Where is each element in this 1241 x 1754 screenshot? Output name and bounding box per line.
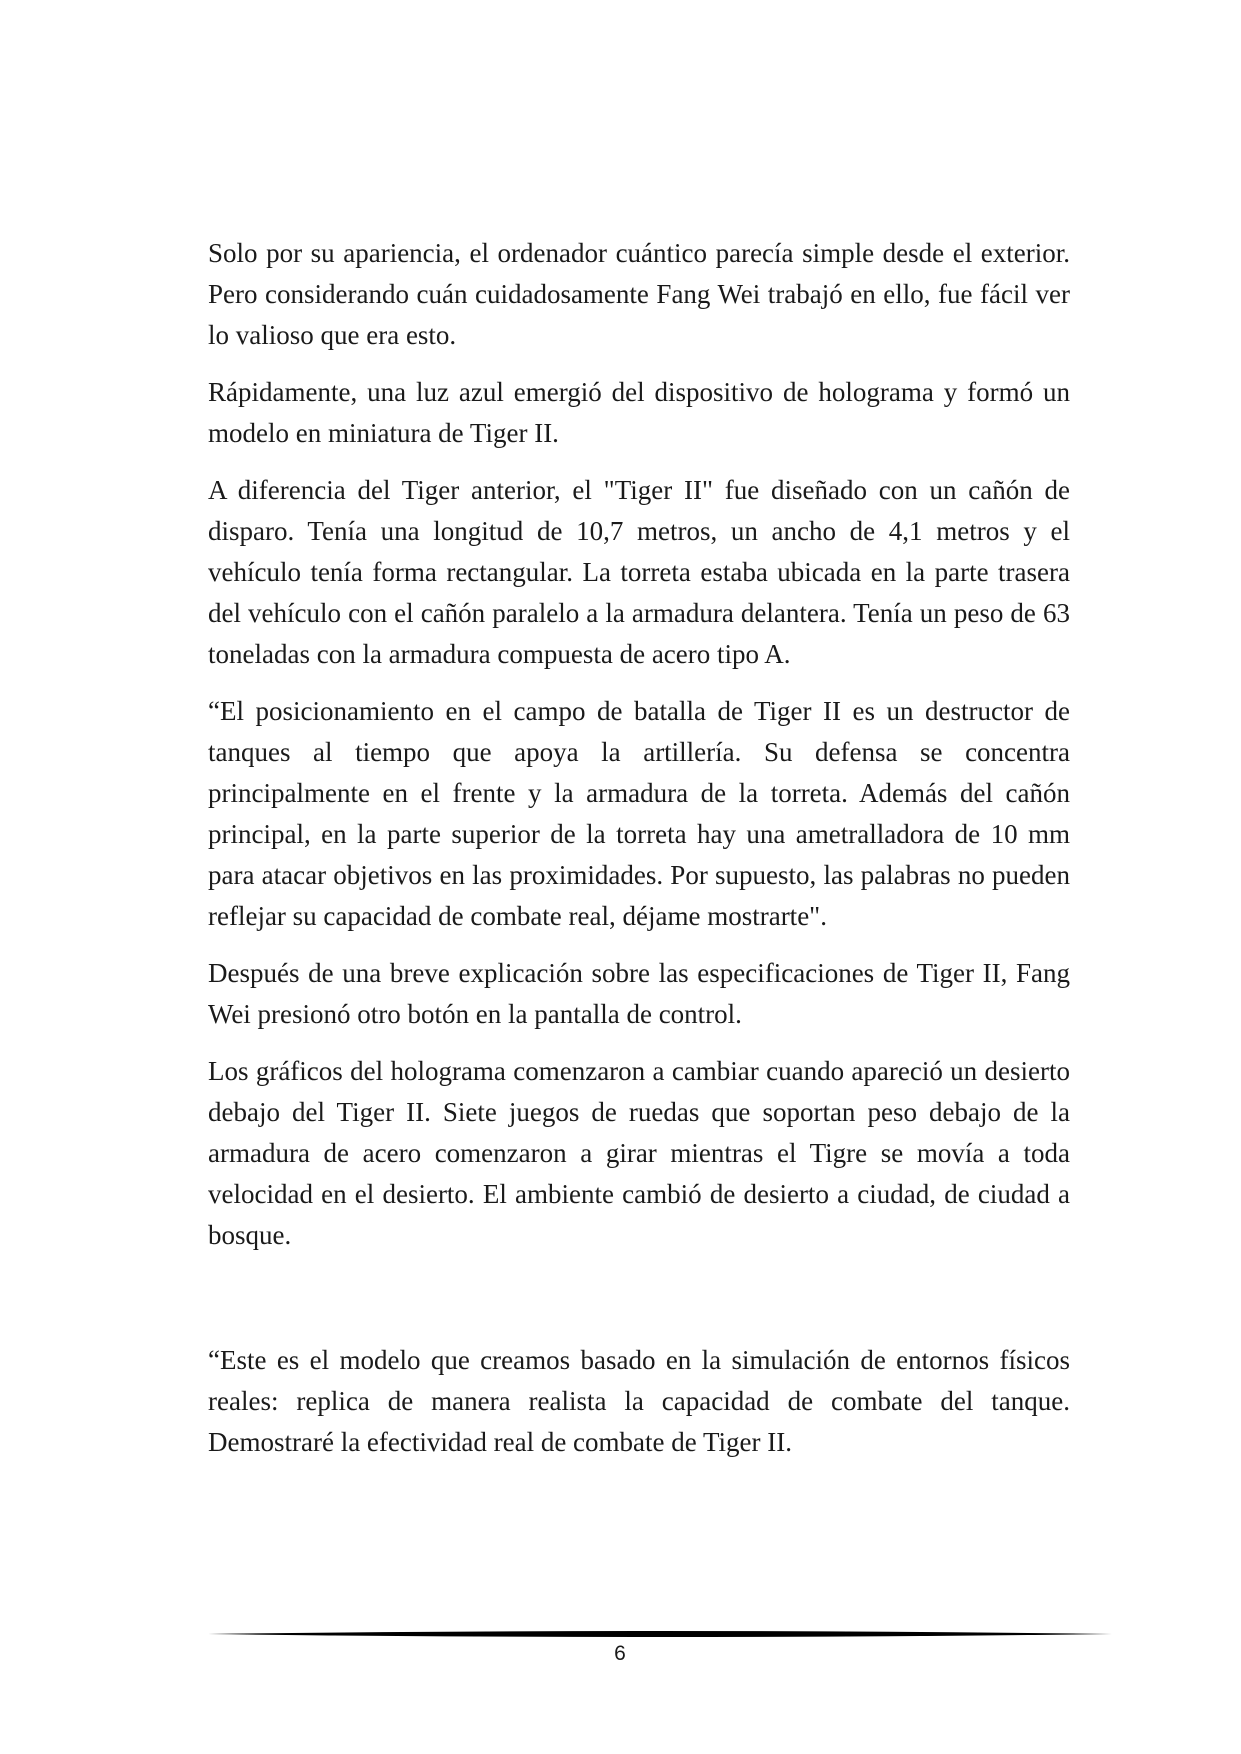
footer-divider [208, 1628, 1112, 1640]
body-text [208, 233, 1070, 1479]
page-number: 6 [614, 1642, 626, 1665]
paragraph-4: “El posicionamiento en el campo de batalla de Tiger II es un destructor de tanques al tiempo que apoya la artillería. Su defensa se concentra principalmente en el frente y la armadura de la torreta. Además del cañón principal, en la parte superior de la torreta hay una ametralladora de 10 mm para atacar objetivos en las proximidades. Por supuesto, las palabras no pueden reflejar su capacidad de combate real, déjame mostrarte". [208, 696, 1070, 931]
paragraph-1: Solo por su apariencia, el ordenador cuántico parecía simple desde el exterior. Pero considerando cuán cuidadosamente Fang Wei trabajó en ello, fue fácil ver lo valioso que era esto. [208, 238, 1070, 350]
paragraph-6: Los gráficos del holograma comenzaron a cambiar cuando apareció un desierto debajo del Tiger II. Siete juegos de ruedas que soportan peso debajo de la armadura de acero comenzaron a girar mientras el Tigre se movía a toda velocidad en el desierto. El ambiente cambió de desierto a ciudad, de ciudad a bosque. [208, 1056, 1070, 1250]
paragraph-7: “Este es el modelo que creamos basado en la simulación de entornos físicos reales: replica de manera realista la capacidad de combate del tanque. Demostraré la efectividad real de combate de Tiger II. [208, 1345, 1070, 1457]
paragraph-2: Rápidamente, una luz azul emergió del dispositivo de holograma y formó un modelo en miniatura de Tiger II. [208, 377, 1070, 448]
paragraph-5: Después de una breve explicación sobre las especificaciones de Tiger II, Fang Wei presionó otro botón en la pantalla de control. [208, 958, 1070, 1029]
paragraph-3: A diferencia del Tiger anterior, el "Tiger II" fue diseñado con un cañón de disparo. Tenía una longitud de 10,7 metros, un ancho de 4,1 metros y el vehículo tenía forma rectangular. La torreta estaba ubicada en la parte trasera del vehículo con el cañón paralelo a la armadura delantera. Tenía un peso de 63 toneladas con la armadura compuesta de acero tipo A. [208, 475, 1070, 669]
